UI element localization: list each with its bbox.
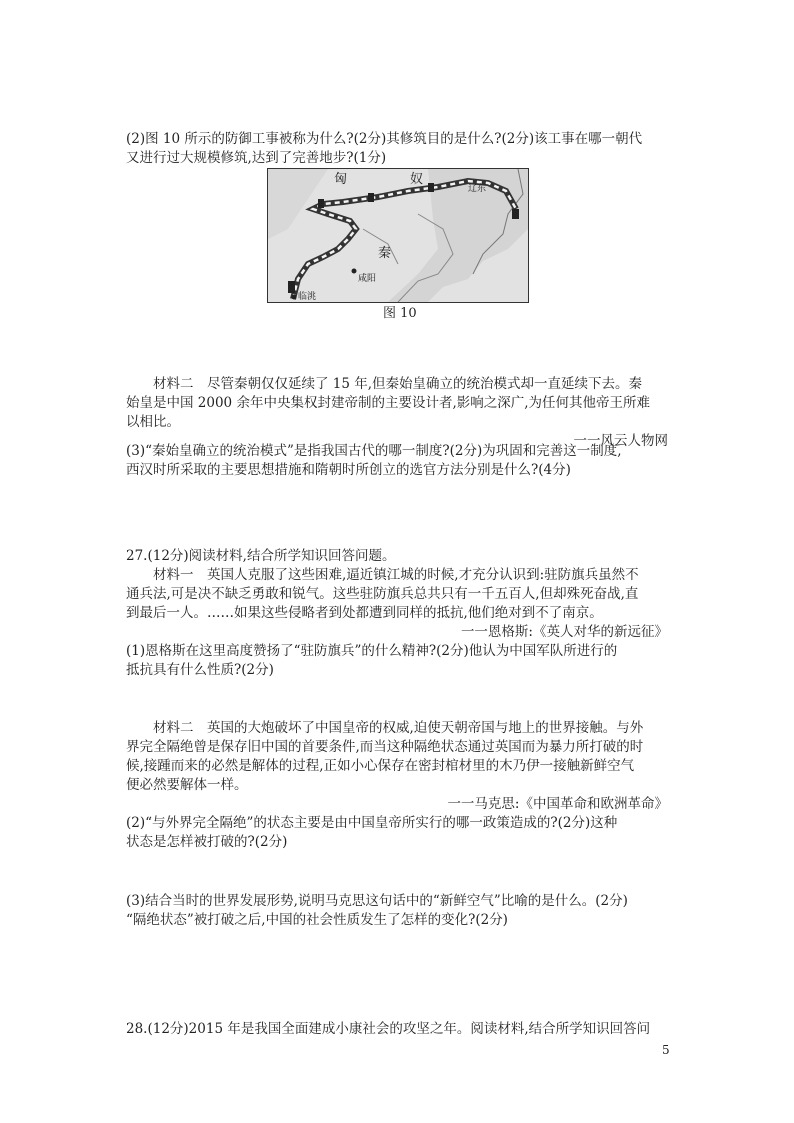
material-source: 一一风云人物网 bbox=[573, 433, 668, 449]
question-27 bbox=[126, 547, 668, 680]
text-line: 西汉时所采取的主要思想措施和隋朝时所创立的选官方法分别是什么?(4分) bbox=[126, 462, 571, 478]
fortress-mark bbox=[318, 199, 324, 208]
text-line: 状态是怎样被打破的?(2分) bbox=[126, 834, 288, 850]
text-line: 便必然要解体一样。 bbox=[126, 777, 248, 793]
figure-caption: 图 10 bbox=[383, 306, 417, 321]
material-source: 一一马克思:《中国革命和欧洲革命》 bbox=[447, 796, 668, 812]
material-source: 一一恩格斯:《英人对华的新远征》 bbox=[460, 624, 668, 640]
great-wall-map-figure bbox=[267, 168, 529, 303]
text-line: 到最后一人。……如果这些侵略者到处都遭到同样的抵抗,他们绝对到不了南京。 bbox=[126, 605, 603, 621]
text-line: (3)“秦始皇确立的统治模式”是指我国古代的哪一制度?(2分)为巩固和完善这一制度, bbox=[126, 443, 622, 459]
map-drawing bbox=[268, 169, 528, 302]
text-line: 28.(12分)2015 年是我国全面建成小康社会的攻坚之年。阅读材料,结合所学知识回答问 bbox=[126, 1021, 651, 1037]
text-line: 材料二 尽管秦朝仅仅延续了 15 年,但秦始皇确立的统治模式却一直延续下去。秦 bbox=[153, 376, 643, 392]
material-2 bbox=[126, 375, 668, 451]
text-line: 始皇是中国 2000 余年中央集权封建帝制的主要设计者,影响之深广,为任何其他帝王所难 bbox=[126, 395, 651, 411]
text-line: (3)结合当时的世界发展形势,说明马克思这句话中的“新鲜空气”比喻的是什么。(2分) bbox=[126, 893, 628, 909]
question-27-part-3 bbox=[126, 892, 668, 930]
fortress-mark bbox=[288, 281, 295, 293]
question-header: 27.(12分)阅读材料,结合所学知识回答问题。 bbox=[126, 548, 396, 564]
lintao-point-icon bbox=[292, 295, 297, 300]
text-line: (2)“与外界完全隔绝”的状态主要是由中国皇帝所实行的哪一政策造成的?(2分)这种 bbox=[126, 815, 618, 831]
map-label-xiong: 匈 bbox=[334, 172, 348, 187]
text-line: 材料一 英国人克服了这些困难,逼近镇江城的时候,才充分认识到:驻防旗兵虽然不 bbox=[153, 567, 639, 583]
map-label-xianyang: 咸阳 bbox=[358, 274, 377, 284]
map-label-lintao: 临洮 bbox=[298, 292, 317, 302]
question-26-part-3 bbox=[126, 442, 668, 480]
map-label-nu: 奴 bbox=[410, 172, 424, 187]
text-line: (2)图 10 所示的防御工事被称为什么?(2分)其修筑目的是什么?(2分)该工事在哪一朝代 bbox=[126, 131, 643, 147]
text-line: 界完全隔绝曾是保存旧中国的首要条件,而当这种隔绝状态通过英国而为暴力所打破的时 bbox=[126, 739, 644, 755]
question-27-material-2 bbox=[126, 719, 668, 852]
fortress-mark bbox=[512, 209, 519, 219]
xianyang-point-icon bbox=[352, 269, 357, 274]
text-line: “隔绝状态”被打破之后,中国的社会性质发生了怎样的变化?(2分) bbox=[126, 912, 508, 928]
page-number: 5 bbox=[662, 1043, 670, 1057]
question-26-part-2 bbox=[126, 130, 668, 168]
text-line: 以相比。 bbox=[126, 414, 180, 430]
text-line: 通兵法,可是决不缺乏勇敢和锐气。这些驻防旗兵总共只有一千五百人,但却殊死奋战,直 bbox=[126, 586, 639, 602]
fortress-mark bbox=[368, 193, 374, 202]
fortress-mark bbox=[428, 183, 434, 192]
question-28 bbox=[126, 1020, 668, 1039]
text-line: 材料二 英国的大炮破坏了中国皇帝的权威,迫使天朝帝国与地上的世界接触。与外 bbox=[153, 720, 644, 736]
map-label-liaodong: 辽东 bbox=[468, 184, 487, 194]
map-label-qin: 秦 bbox=[378, 246, 392, 261]
text-line: 候,接踵而来的必然是解体的过程,正如小心保存在密封棺材里的木乃伊一接触新鲜空气 bbox=[126, 758, 635, 774]
text-line: 又进行过大规模修筑,达到了完善地步?(1分) bbox=[126, 150, 387, 166]
text-line: (1)恩格斯在这里高度赞扬了“驻防旗兵”的什么精神?(2分)他认为中国军队所进行的 bbox=[126, 643, 618, 659]
text-line: 抵抗具有什么性质?(2分) bbox=[126, 662, 274, 678]
